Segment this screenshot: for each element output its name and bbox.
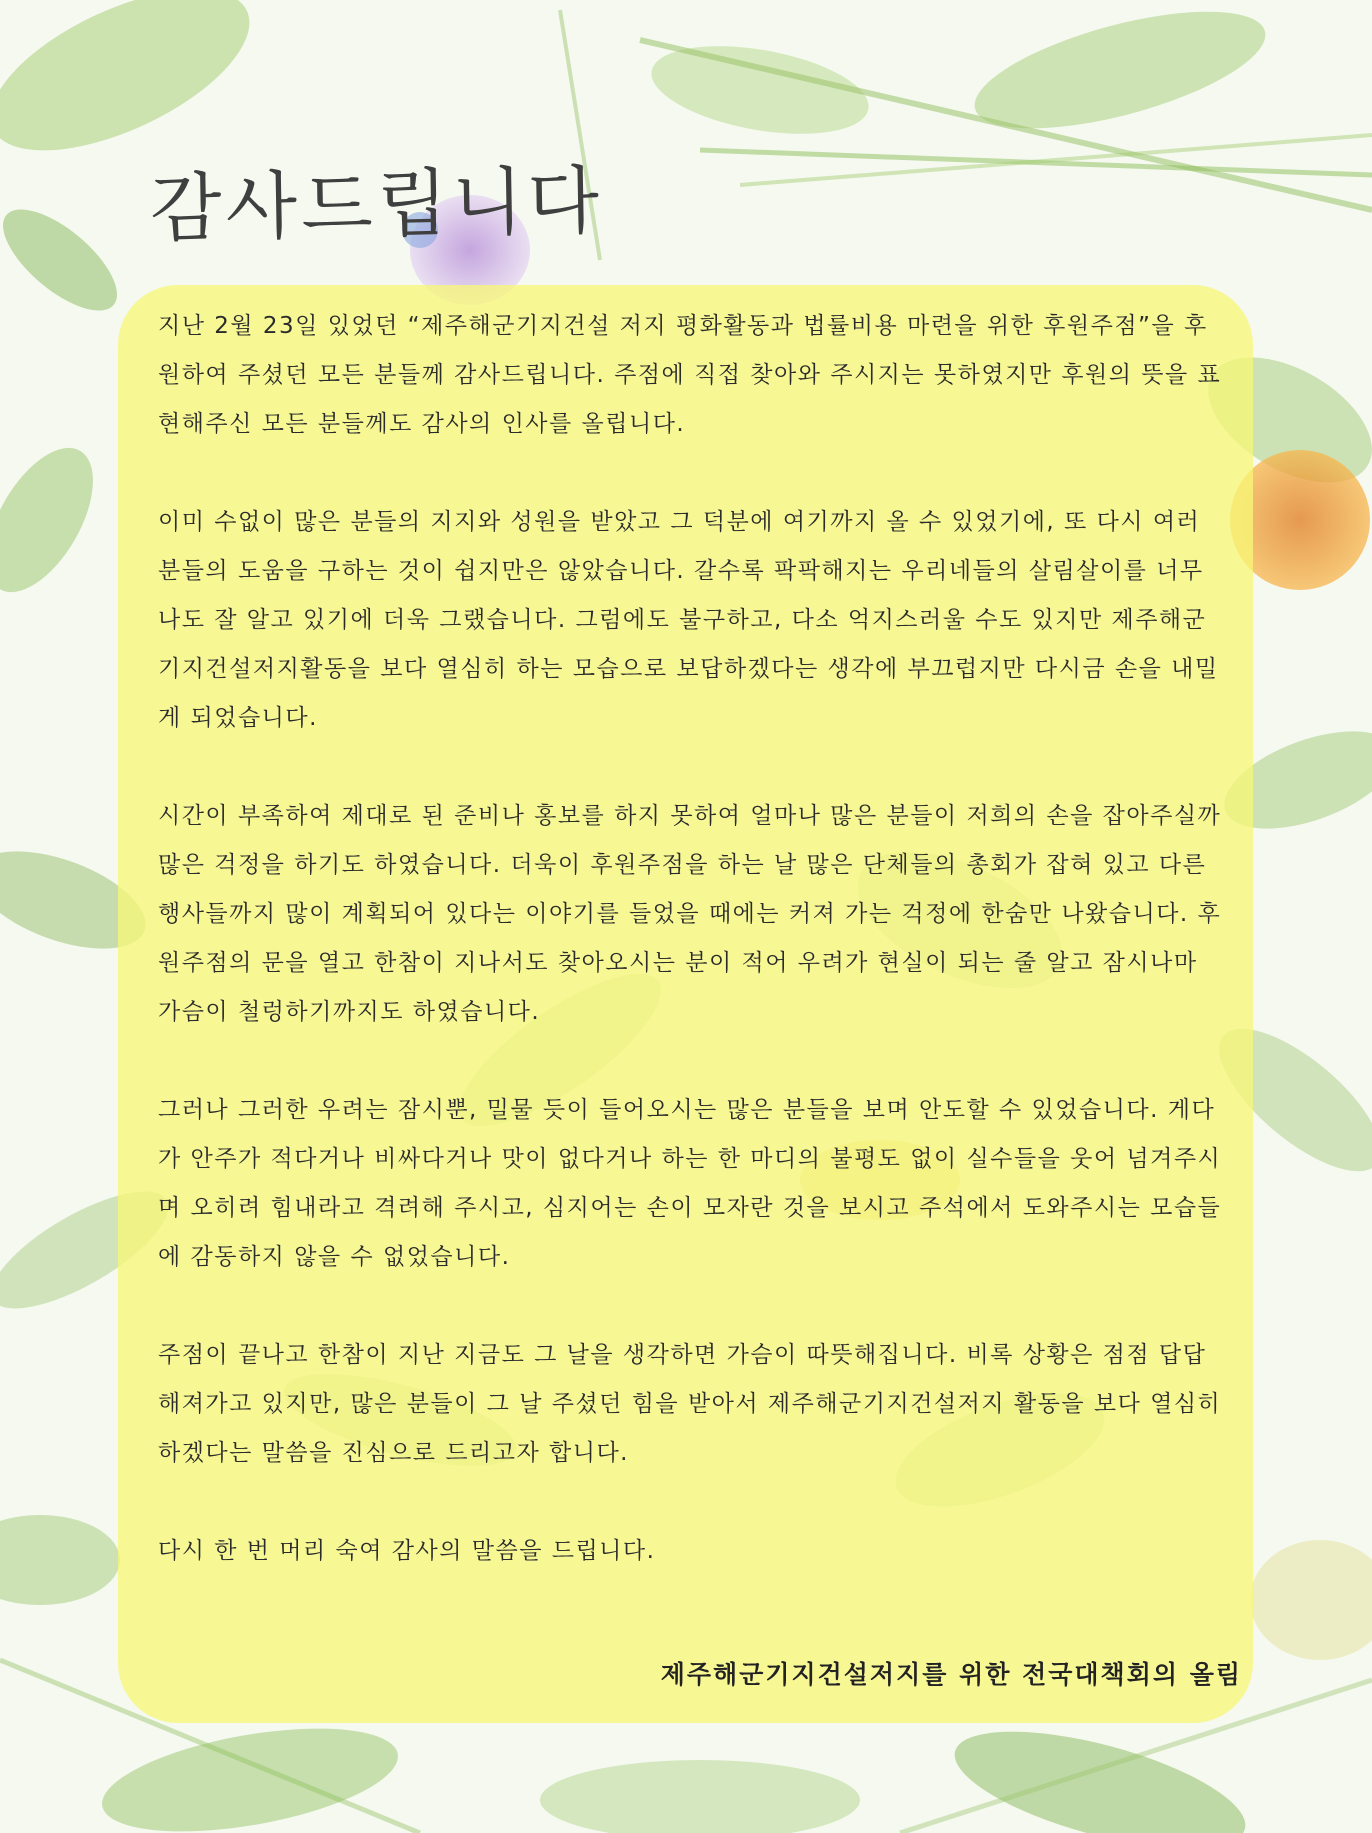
signature: 제주해군기지건설저지를 위한 전국대책회의 올림 (660, 1660, 1242, 1689)
paragraph: 지난 2월 23일 있었던 “제주해군기지건설 저지 평화활동과 법률비용 마련을 위한 후원주점”을 후원하여 주셨던 모든 분들께 감사드립니다. 주점에 직접 찾아와 주시지는 못하였지만 후원의 뜻을 표현해주신 모든 분들께도 감사의 인사를 올립니다. (158, 313, 1222, 437)
letter-body (158, 302, 1223, 1625)
paragraph: 시간이 부족하여 제대로 된 준비나 홍보를 하지 못하여 얼마나 많은 분들이 저희의 손을 잡아주실까 많은 걱정을 하기도 하였습니다. 더욱이 후원주점을 하는 날 많은 단체들의 총회가 잡혀 있고 다른 행사들까지 많이 계획되어 있다는 이야기를 들었을 때에는 커져 가는 걱정에 한숨만 나왔습니다. 후원주점의 문을 열고 한참이 지나서도 찾아오시는 분이 적어 우려가 현실이 되는 줄 알고 잠시나마 가슴이 철렁하기까지도 하였습니다. (158, 803, 1222, 1025)
paragraph: 이미 수없이 많은 분들의 지지와 성원을 받았고 그 덕분에 여기까지 올 수 있었기에, 또 다시 여러분들의 도움을 구하는 것이 쉽지만은 않았습니다. 갈수록 팍팍해지는 우리네들의 살림살이를 너무나도 잘 알고 있기에 더욱 그랬습니다. 그럼에도 불구하고, 다소 억지스러울 수도 있지만 제주해군기지건설저지활동을 보다 열심히 하는 모습으로 보답하겠다는 생각에 부끄럽지만 다시금 손을 내밀게 되었습니다. (158, 509, 1219, 731)
paragraph: 주점이 끝나고 한참이 지난 지금도 그 날을 생각하면 가슴이 따뜻해집니다. 비록 상황은 점점 답답해져가고 있지만, 많은 분들이 그 날 주셨던 힘을 받아서 제주해군기지건설저지 활동을 보다 열심히 하겠다는 말씀을 진심으로 드리고자 합니다. (158, 1342, 1222, 1466)
paragraph: 다시 한 번 머리 숙여 감사의 말씀을 드립니다. (158, 1538, 656, 1564)
page-title: 감사드립니다 (149, 158, 604, 252)
paragraph: 그러나 그러한 우려는 잠시뿐, 밀물 듯이 들어오시는 많은 분들을 보며 안도할 수 있었습니다. 게다가 안주가 적다거나 비싸다거나 맛이 없다거나 하는 한 마디의 불평도 없이 실수들을 웃어 넘겨주시며 오히려 힘내라고 격려해 주시고, 심지어는 손이 모자란 것을 보시고 주석에서 도와주시는 모습들에 감동하지 않을 수 없었습니다. (158, 1097, 1222, 1270)
